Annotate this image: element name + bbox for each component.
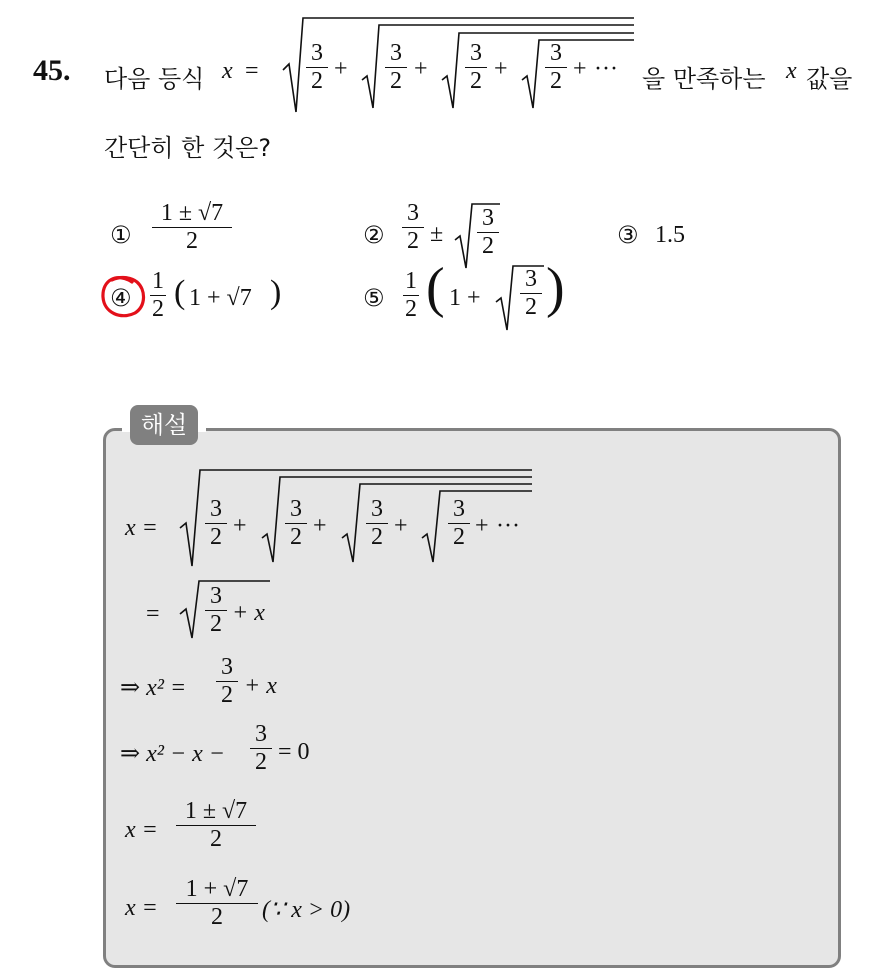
choice-2-pm: ± xyxy=(430,221,444,247)
sol-ellipsis: ··· xyxy=(496,513,520,539)
sol-plus-3: + xyxy=(394,513,408,539)
sol-line3-lhs: ⇒ x² = xyxy=(120,675,187,701)
choice-2-marker[interactable]: ② xyxy=(363,221,385,249)
question-number: 45. xyxy=(33,54,71,87)
question-suffix-b: 값을 xyxy=(806,65,853,93)
question-plus-4: + xyxy=(573,56,587,82)
question-suffix-a: 을 만족하는 xyxy=(642,65,766,93)
sol-plus-1: + xyxy=(233,513,247,539)
solution-tag: 해설 xyxy=(130,405,198,445)
choice-5-one-plus[interactable]: 1 + xyxy=(449,285,481,311)
sol-line6-frac: 1 + √7 2 xyxy=(176,876,258,931)
sol-line5-lhs: x = xyxy=(125,817,158,843)
sol-line6-cond: (∵ x > 0) xyxy=(262,897,351,923)
sol-line6-lhs: x = xyxy=(125,895,158,921)
choice-4-rparen: ) xyxy=(270,274,282,311)
question-frac-3: 3 2 xyxy=(465,40,487,95)
sol-frac-1: 3 2 xyxy=(205,496,227,551)
sol-line5-frac: 1 ± √7 2 xyxy=(176,798,256,853)
sol-frac-2: 3 2 xyxy=(285,496,307,551)
question-equals: = xyxy=(245,58,259,84)
sol-frac-4: 3 2 xyxy=(448,496,470,551)
question-plus-1: + xyxy=(334,56,348,82)
choice-5-rparen: ) xyxy=(546,257,565,319)
choice-5-coef[interactable]: 1 2 xyxy=(405,268,417,322)
choice-1-marker[interactable]: ① xyxy=(110,221,132,249)
sol-line1-lhs: x = xyxy=(125,515,158,541)
choice-3-value[interactable]: 1.5 xyxy=(655,222,685,248)
sol-line4-rhs: = 0 xyxy=(278,739,310,765)
question-plus-2: + xyxy=(414,56,428,82)
choice-2-rad-frac: 3 2 xyxy=(477,205,499,260)
sol-plus-2: + xyxy=(313,513,327,539)
question-suffix-var: x xyxy=(786,58,797,84)
question-prefix: 다음 등식 xyxy=(104,65,205,93)
choice-4-marker[interactable]: ④ xyxy=(110,284,132,312)
sol-frac-3: 3 2 xyxy=(366,496,388,551)
question-var-x: x xyxy=(222,58,233,84)
sol-line2-x: + x xyxy=(232,600,265,626)
choice-4-coef[interactable]: 1 2 xyxy=(152,268,164,322)
question-frac-4: 3 2 xyxy=(545,40,567,95)
question-plus-3: + xyxy=(494,56,508,82)
choice-1-value[interactable]: 1 ± √7 2 xyxy=(152,200,232,255)
choice-2-frac[interactable]: 3 2 xyxy=(402,200,424,255)
choice-5-rad-frac: 3 2 xyxy=(520,266,542,321)
sol-line2-frac: 3 2 xyxy=(205,583,227,638)
sol-line2-lhs: = xyxy=(146,601,160,627)
question-ellipsis: ··· xyxy=(594,56,618,82)
question-line2: 간단히 한 것은? xyxy=(104,134,272,162)
choice-5-marker[interactable]: ⑤ xyxy=(363,284,385,312)
sol-line3-rhs: + x xyxy=(244,673,277,699)
sol-line4-lhs: ⇒ x² − x − xyxy=(120,741,225,767)
sol-line4-frac: 3 2 xyxy=(250,721,272,776)
choice-4-lparen: ( xyxy=(174,274,186,311)
choice-5-lparen: ( xyxy=(426,257,445,319)
choice-4-body[interactable]: 1 + √7 xyxy=(189,285,252,311)
sol-line3-frac: 3 2 xyxy=(216,654,238,709)
choice-3-marker[interactable]: ③ xyxy=(617,221,639,249)
question-frac-1: 3 2 xyxy=(306,40,328,95)
sol-plus-4: + xyxy=(475,513,489,539)
question-frac-2: 3 2 xyxy=(385,40,407,95)
